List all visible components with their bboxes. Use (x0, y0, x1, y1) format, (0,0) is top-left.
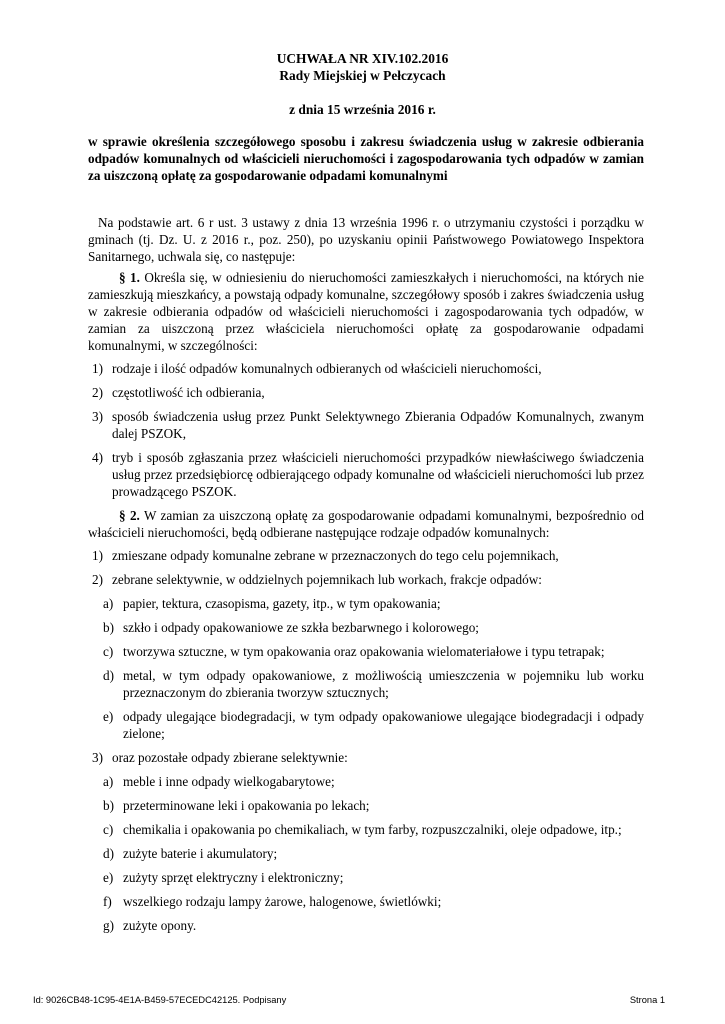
sub-list-item-label: b) (103, 620, 114, 635)
list-item-label: 3) (92, 750, 103, 765)
sub-list-item (103, 595, 644, 612)
sub-list-item-label: f) (103, 894, 112, 909)
section-2-mark: § 2. (119, 508, 140, 523)
sub-list-item-label: c) (103, 644, 114, 659)
sub-list-item-label: c) (103, 822, 114, 837)
sub-list-item-text: zużyte baterie i akumulatory; (123, 846, 278, 861)
page-number: Strona 1 (629, 995, 665, 1005)
list-item-text: zebrane selektywnie, w oddzielnych pojemnikach lub workach, frakcje odpadów: (112, 572, 542, 587)
list-item (92, 360, 644, 377)
list-item-text: zmieszane odpady komunalne zebrane w przeznaczonych do tego celu pojemnikach, (112, 548, 559, 563)
list-item-label: 4) (92, 450, 103, 465)
section-1-mark: § 1. (119, 270, 140, 285)
council-name: Rady Miejskiej w Pełczycach (279, 68, 446, 83)
sub-list-item (103, 845, 644, 862)
sub-list-item-text: przeterminowane leki i opakowania po lekach; (123, 798, 370, 813)
list-item (92, 749, 644, 766)
sub-list-item-label: a) (103, 596, 114, 611)
sub-list-item (103, 643, 644, 660)
list-item-label: 1) (92, 548, 103, 563)
sub-list-item (103, 619, 644, 636)
resolution-title: UCHWAŁA NR XIV.102.2016 (276, 51, 449, 66)
section-1 (88, 269, 644, 354)
sub-list-item (103, 917, 644, 934)
sub-list-item-text: odpady ulegające biodegradacji, w tym odpady opakowaniowe ulegające biodegradacji i odpady zielone; (123, 709, 644, 741)
list-item (92, 449, 644, 500)
resolution-subject: w sprawie określenia szczegółowego sposobu i zakresu świadczenia usług w zakresie odbierania odpadów komunalnych od właścicieli nieruchomości i zagospodarowania tych odpadów w zamian za uiszczoną opłatę za gospodarowanie odpadami komunalnymi (88, 134, 644, 183)
sub-list-item-label: a) (103, 774, 114, 789)
list-item-label: 2) (92, 385, 103, 400)
sub-list-item-text: szkło i odpady opakowaniowe ze szkła bezbarwnego i kolorowego; (123, 620, 479, 635)
sub-list-item-text: wszelkiego rodzaju lampy żarowe, halogenowe, świetlówki; (123, 894, 442, 909)
sub-list-item (103, 893, 644, 910)
sub-list-item-text: zużyte opony. (123, 918, 197, 933)
sub-list-item-text: meble i inne odpady wielkogabarytowe; (123, 774, 335, 789)
section-2 (88, 507, 644, 541)
sub-list-item-label: d) (103, 846, 114, 861)
document-body (88, 214, 644, 941)
list-item-text: rodzaje i ilość odpadów komunalnych odbieranych od właścicieli nieruchomości, (112, 361, 542, 376)
sub-list-item-label: g) (103, 918, 114, 933)
sub-list-item-text: tworzywa sztuczne, w tym opakowania oraz opakowania wielomateriałowe i typu tetrapak; (123, 644, 605, 659)
legal-basis-paragraph: Na podstawie art. 6 r ust. 3 ustawy z dnia 13 września 1996 r. o utrzymaniu czystości i porządku w gminach (tj. Dz. U. z 2016 r., poz. 250), po uzyskaniu opinii Państwowego Powiatowego Inspektora Sanitarnego, uchwala się, co następuje: (88, 215, 644, 264)
list-item-text: tryb i sposób zgłaszania przez właścicieli nieruchomości przypadków niewłaściwego świadczenia usług przez przedsiębiorcę odbierającego odpady komunalne od właścicieli nieruchomości lub przez prowadzącego PSZOK. (112, 450, 644, 499)
list-item-text: częstotliwość ich odbierania, (112, 385, 265, 400)
sub-list-item-text: chemikalia i opakowania po chemikaliach, w tym farby, rozpuszczalniki, oleje odpadowe, itp.; (123, 822, 622, 837)
sub-list-item (103, 869, 644, 886)
resolution-date: z dnia 15 września 2016 r. (289, 102, 436, 117)
list-item-text: oraz pozostałe odpady zbierane selektywnie: (112, 750, 348, 765)
list-item-label: 2) (92, 572, 103, 587)
document-id: Id: 9026CB48-1C95-4E1A-B459-57ECEDC42125. Podpisany (33, 995, 287, 1005)
list-item-text: sposób świadczenia usług przez Punkt Selektywnego Zbierania Odpadów Komunalnych, zwanym dalej PSZOK, (112, 409, 644, 441)
sub-list-item (103, 821, 644, 838)
sub-list-item-label: b) (103, 798, 114, 813)
sub-list-item-label: e) (103, 870, 114, 885)
list-item (92, 571, 644, 588)
document-header (80, 50, 645, 118)
list-item-label: 3) (92, 409, 103, 424)
sub-list-item-text: zużyty sprzęt elektryczny i elektroniczny; (123, 870, 344, 885)
list-item (92, 547, 644, 564)
sub-list-item-label: e) (103, 709, 114, 724)
sub-list-item (103, 773, 644, 790)
sub-list-item (103, 667, 644, 701)
sub-list-item-label: d) (103, 668, 114, 683)
sub-list-item-text: metal, w tym odpady opakowaniowe, z możliwością umieszczenia w pojemniku lub worku przeznaczonym do zbierania tworzyw sztucznych; (123, 668, 644, 700)
sub-list-item-text: papier, tektura, czasopisma, gazety, itp., w tym opakowania; (123, 596, 441, 611)
sub-list-item (103, 797, 644, 814)
list-item-label: 1) (92, 361, 103, 376)
list-item (92, 384, 644, 401)
section-2-text: W zamian za uiszczoną opłatę za gospodarowanie odpadami komunalnymi, bezpośrednio od właścicieli nieruchomości, będą odbierane następujące rodzaje odpadów komunalnych: (88, 508, 644, 540)
sub-list-item (103, 708, 644, 742)
section-1-text: Określa się, w odniesieniu do nieruchomości zamieszkałych i nieruchomości, na których nie zamieszkują mieszkańcy, a powstają odpady komunalne, szczegółowy sposób i zakres świadczenia usług w zakresie odbierania odpadów od właścicieli nieruchomości i zagospodarowania tych odpadów, w zamian za uiszczoną przez właściciela nieruchomości opłatę za gospodarowanie odpadami komunalnymi, w szczególności: (88, 270, 645, 353)
list-item (92, 408, 644, 442)
